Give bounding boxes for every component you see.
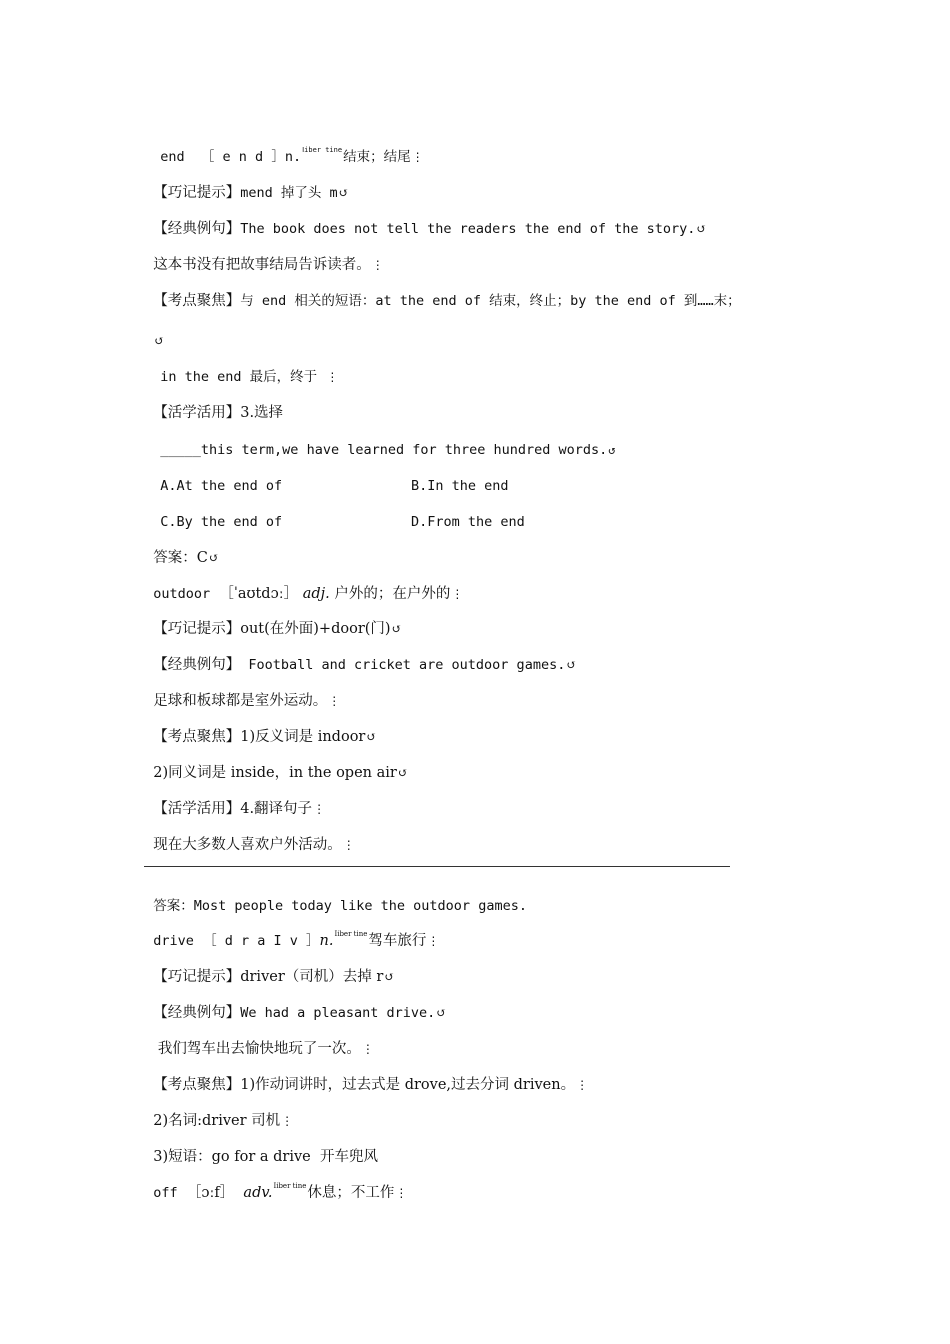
paragraph-mark-icon: ↺ — [154, 334, 165, 348]
tip-text: out(在外面)+door(门) — [240, 621, 391, 637]
paragraph-mark-icon: ⋮ — [427, 934, 440, 948]
paragraph-mark-icon: ↺ — [608, 443, 616, 457]
focus-text: 2)名词:driver 司机 — [153, 1113, 281, 1129]
paragraph-mark-icon: ⋮ — [342, 838, 355, 852]
paragraph-mark-icon: ⋮ — [326, 370, 339, 384]
options-row-2 — [144, 492, 744, 532]
example-translation-drive — [144, 1019, 374, 1059]
focus-point-outdoor-1 — [144, 707, 376, 747]
definition: 驾车旅行 — [368, 933, 427, 949]
section-label: 【活学活用】 — [153, 801, 241, 817]
headword: drive — [153, 933, 194, 949]
paragraph-mark-icon: ↺ — [391, 622, 402, 636]
entry-off-headword — [144, 1163, 407, 1203]
entry-drive-headword — [144, 911, 439, 951]
section-label: 【经典例句】 — [153, 1005, 241, 1021]
section-label: 【经典例句】 — [153, 657, 241, 673]
focus-text: 与 end 相关的短语：at the end of 结束，终止；by the end of 到……末； — [240, 293, 741, 309]
definition: 结束；结尾 — [343, 149, 411, 165]
section-label: 【巧记提示】 — [153, 185, 241, 201]
paragraph-mark-icon: ↺ — [397, 766, 408, 780]
ocr-artifact: Ⅰiber tine — [302, 146, 343, 154]
answer-text: 答案：C — [153, 550, 208, 566]
memory-tip-end — [144, 163, 349, 203]
phrase-text: in the end 最后，终于 — [160, 369, 326, 385]
section-label: 【巧记提示】 — [153, 621, 241, 637]
paragraph-mark-icon: ↺ — [696, 222, 707, 236]
question-text: 现在大多数人喜欢户外活动。 — [153, 837, 342, 853]
answer-text: 答案：Most people today like the outdoor games. — [153, 898, 527, 914]
option-c: C.By the end of — [160, 514, 283, 530]
focus-text: 1)反义词是 indoor — [240, 729, 366, 745]
definition: 休息；不工作 — [307, 1185, 395, 1201]
section-label: 【巧记提示】 — [153, 969, 241, 985]
answer-blank-line — [144, 866, 730, 867]
focus-text: 1)作动词讲时，过去式是 drove,过去分词 driven。 — [240, 1077, 576, 1093]
paragraph-mark-icon: ⋮ — [411, 150, 424, 164]
focus-point-end — [144, 271, 741, 311]
paragraph-mark-icon: ↺ — [384, 970, 395, 984]
translation-text: 足球和板球都是室外运动。 — [153, 693, 328, 709]
option-a: A.At the end of — [160, 478, 283, 494]
practice-heading-3 — [144, 383, 283, 423]
phrase-in-the-end — [144, 347, 338, 387]
memory-tip-drive — [144, 947, 394, 987]
paragraph-mark-icon: ↺ — [208, 551, 219, 565]
options-row-1 — [144, 456, 744, 496]
focus-point-outdoor-2 — [144, 743, 408, 783]
practice-heading-4 — [144, 779, 325, 819]
paragraph-mark-icon: ↺ — [566, 658, 577, 672]
paragraph-mark-icon: ⋮ — [451, 587, 464, 601]
ocr-artifact: Ⅰiber tine — [273, 1182, 307, 1190]
paragraph-mark-icon: ⋮ — [328, 694, 341, 708]
tip-text: mend 掉了头 m — [240, 185, 338, 201]
section-label: 【经典例句】 — [153, 221, 241, 237]
headword: end — [160, 149, 185, 165]
option-d: D.From the end — [411, 514, 525, 530]
phonetic: ［ˈaʊtdɔː］ — [219, 586, 299, 602]
paragraph-mark-icon: ⋮ — [313, 802, 326, 816]
section-label: 【活学活用】 — [153, 405, 241, 421]
headword: outdoor — [153, 586, 211, 602]
example-text: We had a pleasant drive. — [240, 1005, 436, 1021]
example-sentence-end — [144, 199, 706, 239]
focus-text: 3)短语：go for a drive 开车兜风 — [153, 1149, 378, 1165]
focus-text: 2)同义词是 inside，in the open air — [153, 765, 397, 781]
definition: 户外的；在户外的 — [329, 586, 451, 602]
example-sentence-outdoor — [144, 635, 576, 675]
example-translation-outdoor — [144, 671, 340, 711]
answer-3 — [144, 528, 219, 568]
section-label: 【考点聚焦】 — [153, 293, 241, 309]
translation-text: 这本书没有把故事结局告诉读者。 — [153, 257, 371, 273]
tip-text: driver（司机）去掉 r — [240, 969, 384, 985]
question-text: _____this term,we have learned for three hundred words. — [160, 442, 608, 458]
example-translation-end — [144, 235, 384, 275]
ocr-artifact: Ⅰiber tine — [334, 930, 368, 938]
memory-tip-outdoor — [144, 599, 402, 639]
practice-text: 4.翻译句子 — [240, 801, 313, 817]
section-label: 【考点聚焦】 — [153, 729, 241, 745]
entry-outdoor-headword — [144, 564, 463, 604]
part-of-speech: n. — [319, 933, 334, 949]
practice-text: 3.选择 — [240, 405, 284, 421]
example-sentence-drive — [144, 983, 446, 1023]
paragraph-mark-icon: ↺ — [436, 1006, 447, 1020]
focus-point-drive-1 — [144, 1055, 588, 1095]
focus-point-drive-3 — [144, 1127, 378, 1167]
paragraph-mark-icon: ⋮ — [395, 1186, 408, 1200]
example-text: Football and cricket are outdoor games. — [240, 657, 566, 673]
part-of-speech: adv. — [243, 1185, 273, 1201]
answer-4 — [144, 876, 527, 916]
phonetic: ［ɔːf］ — [186, 1185, 235, 1201]
part-of-speech: adj. — [302, 586, 330, 602]
entry-end-headword — [144, 127, 424, 167]
translation-text: 我们驾车出去愉快地玩了一次。 — [153, 1041, 361, 1057]
paragraph-mark-icon: ↺ — [366, 730, 377, 744]
question-4 — [144, 815, 355, 855]
section-label: 【考点聚焦】 — [153, 1077, 241, 1093]
example-text: The book does not tell the readers the end of the story. — [240, 221, 696, 237]
paragraph-mark-icon: ⋮ — [371, 258, 384, 272]
focus-point-drive-2 — [144, 1091, 293, 1131]
paragraph-mark-icon: ⋮ — [281, 1114, 294, 1128]
phonetic: ［ d r a I v ］ — [203, 933, 320, 949]
paragraph-mark-line — [144, 311, 164, 351]
phonetic: ［ e n d ］n. — [200, 149, 302, 165]
option-b: B.In the end — [411, 478, 509, 494]
headword: off — [153, 1185, 178, 1201]
paragraph-mark-icon: ⋮ — [576, 1078, 589, 1092]
question-3 — [144, 420, 616, 460]
paragraph-mark-icon: ↺ — [338, 186, 349, 200]
paragraph-mark-icon: ⋮ — [361, 1042, 374, 1056]
